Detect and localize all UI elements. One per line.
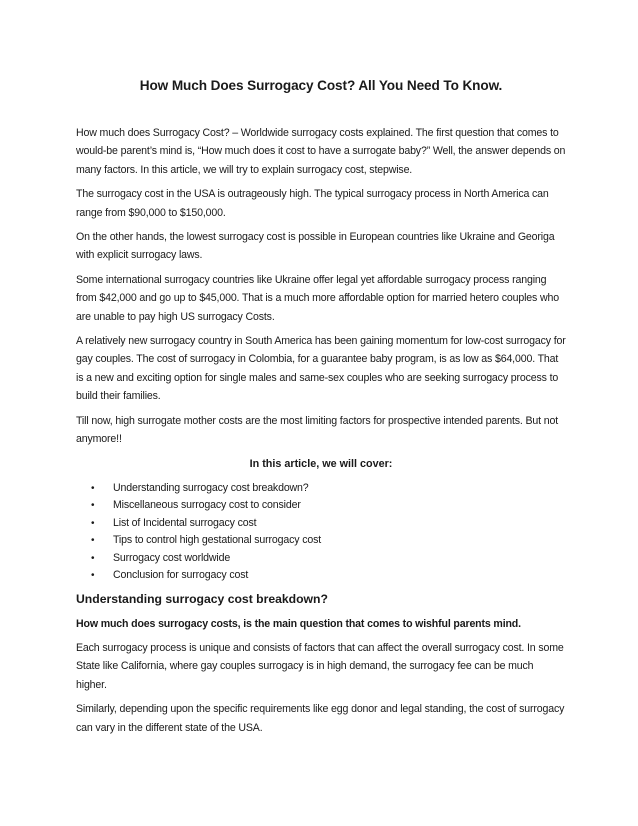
toc-item-label: Miscellaneous surrogacy cost to consider: [113, 499, 301, 511]
toc-list-item: [76, 567, 566, 585]
toc-heading: In this article, we will cover:: [249, 457, 393, 470]
bullet-icon: •: [91, 552, 95, 564]
toc-item-label: Tips to control high gestational surrogacy cost: [113, 534, 322, 546]
intro-paragraph-3: On the other hands, the lowest surrogacy cost is possible in European countries like Ukraine and Georiga with explicit surrogacy laws.: [76, 231, 555, 262]
bullet-icon: •: [91, 535, 95, 546]
section-lead: How much does surrogacy costs, is the main question that comes to wishful parents mind.: [76, 617, 521, 630]
toc-list-item: [76, 497, 566, 515]
toc-item-label: List of Incidental surrogacy cost: [113, 516, 257, 529]
bullet-icon: •: [91, 570, 95, 581]
section-paragraph-1: Each surrogacy process is unique and consists of factors that can affect the overall surrogacy cost. In some State like California, where gay couples surrogacy is in high demand, the surrogacy fee can be much higher.: [76, 641, 564, 691]
intro-paragraph-1: How much does Surrogacy Cost? – Worldwide surrogacy costs explained. The first question that comes to would-be parent’s mind is, “How much does it cost to have a surrogate baby?” Well, the answer depends on many factors. In this article, we will try to explain surrogacy cost, stepwise.: [76, 127, 566, 176]
toc-list: [76, 480, 566, 585]
intro-paragraph-5: A relatively new surrogacy country in South America has been gaining momentum for low-cost surrogacy for gay couples. The cost of surrogacy in Colombia, for a guarantee baby program, is as low as $64,000. That is a new and exciting option for single males and same-sex couples who are seeking surrogacy process to build their families.: [76, 335, 566, 403]
intro-paragraph-2: The surrogacy cost in the USA is outrageously high. The typical surrogacy process in North America can range from $90,000 to $150,000.: [76, 188, 549, 219]
toc-item-label: Surrogacy cost worldwide: [113, 551, 231, 564]
bullet-icon: •: [91, 500, 95, 511]
toc-item-label: Understanding surrogacy cost breakdown?: [113, 481, 309, 494]
toc-list-item: [76, 532, 566, 550]
document-title: How Much Does Surrogacy Cost? All You Need To Know.: [139, 78, 503, 93]
intro-paragraph-4: Some international surrogacy countries like Ukraine offer legal yet affordable surrogacy process ranging from $42,000 and go up to $45,000. That is a much more affordable option for married hetero couples who are unable to pay high US surrogacy Costs.: [76, 273, 559, 323]
toc-list-item: [76, 480, 566, 498]
toc-item-label: Conclusion for surrogacy cost: [113, 569, 249, 581]
toc-list-item: [76, 550, 566, 568]
toc-list-item: [76, 515, 566, 533]
bullet-icon: •: [91, 517, 95, 529]
section-paragraph-2: Similarly, depending upon the specific requirements like egg donor and legal standing, the cost of surrogacy can vary in the different state of the USA.: [76, 703, 565, 734]
document-content: [76, 77, 566, 743]
section-heading: Understanding surrogacy cost breakdown?: [76, 591, 328, 606]
bullet-icon: •: [91, 482, 95, 494]
intro-paragraph-6: Till now, high surrogate mother costs are the most limiting factors for prospective intended parents. But not anymore!!: [76, 414, 558, 446]
